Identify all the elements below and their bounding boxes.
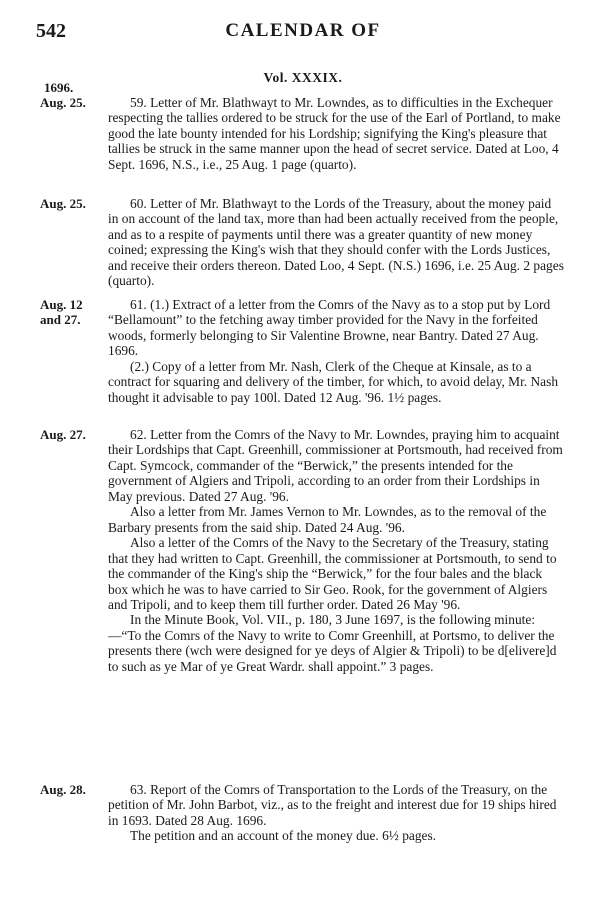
entry-date: Aug. 12 and 27. bbox=[40, 297, 83, 327]
entry-date: Aug. 28. bbox=[40, 782, 86, 797]
entry-date: Aug. 25. bbox=[40, 95, 86, 110]
entry-paragraph: 62. Letter from the Comrs of the Navy to Mr. Lowndes, praying him to acquaint their Lordships that Capt. Greenhill, commissioner at Portsmouth, had received from Capt. Symcock, commander of the “Berwick,” the presents intended for the government of Algiers and Tripoli, according to an order from their Lordships in May previous. Dated 27 Aug. '96. bbox=[108, 427, 563, 504]
year-label: 1696. bbox=[44, 80, 74, 95]
entry-text bbox=[108, 196, 564, 289]
entry-text bbox=[108, 95, 564, 172]
entry-paragraph: Also a letter of the Comrs of the Navy to the Secretary of the Treasury, stating that they had written to Capt. Greenhill, the commissioner at Portsmouth, to send to the commander of the King's ship the “Berwick,” for the four bales and the black box which he was to have carried to Sir Geo. Rook, for the government of Algiers and Tripoli, and to keep them till further order. Dated 26 May '96. bbox=[108, 535, 557, 612]
entry-date: Aug. 25. bbox=[40, 196, 86, 211]
entry-text bbox=[108, 782, 564, 844]
entry-paragraph: (2.) Copy of a letter from Mr. Nash, Clerk of the Cheque at Kinsale, as to a contract for squaring and delivery of the timber, for which, to avoid delay, Mr. Nash thought it advisable to pay 100l. Dated 12 Aug. '96. 1½ pages. bbox=[108, 358, 559, 405]
running-head bbox=[0, 20, 606, 44]
entry-paragraph: 61. (1.) Extract of a letter from the Comrs of the Navy as to a stop put by Lord “Bellamount” to the fetching away timber provided for the Navy in the forfeited woods, formerly belonging to Sir Valentine Browne, near Bantry. Dated 27 Aug. 1696. bbox=[108, 297, 551, 359]
entry-paragraph: The petition and an account of the money due. 6½ pages. bbox=[130, 828, 437, 844]
entry-paragraph: 59. Letter of Mr. Blathwayt to Mr. Lowndes, as to difficulties in the Exchequer respecting the tallies ordered to be struck for the use of the Earl of Portland, to make good the late bounty intended for his Lordship; signifying the King's pleasure that tallies be struck in the same manner upon the head of secret service. Dated at Loo, 4 Sept. 1696, N.S., i.e., 25 Aug. 1 page (quarto). bbox=[108, 95, 561, 172]
entry-text bbox=[108, 427, 564, 674]
entry-text bbox=[108, 297, 564, 405]
volume-heading: Vol. XXXIX. bbox=[263, 70, 343, 85]
running-title: CALENDAR OF bbox=[225, 20, 381, 41]
entry-date: Aug. 27. bbox=[40, 427, 86, 442]
entry-paragraph: 60. Letter of Mr. Blathwayt to the Lords of the Treasury, about the money paid in on account of the land tax, more than had been actually received from the people, and as to a respite of payments until there was a greater quantity of new money coined; expressing the King's wish that they should confer with the Lords Justices, and receive their orders thereon. Dated Loo, 4 Sept. (N.S.) 1696, i.e. 25 Aug. 2 pages (quarto). bbox=[108, 196, 564, 289]
entry-paragraph: Also a letter from Mr. James Vernon to Mr. Lowndes, as to the removal of the Barbary presents from the said ship. Dated 24 Aug. '96. bbox=[108, 504, 547, 535]
entry-paragraph: In the Minute Book, Vol. VII., p. 180, 3 June 1697, is the following minute:—“To the Comrs of the Navy to write to Comr Greenhill, at Portsmo, to deliver the presents there (wch were designed for ye deys of Algier & Tripoli) to be d[elivere]d to such as ye Mar of ye Great Wardr. shall appoint.” 3 pages. bbox=[108, 612, 557, 674]
entry-paragraph: 63. Report of the Comrs of Transportation to the Lords of the Treasury, on the petition of Mr. John Barbot, viz., as to the freight and interest due for 19 ships hired in 1693. Dated 28 Aug. 1696. bbox=[108, 782, 557, 828]
page-number: 542 bbox=[36, 20, 66, 42]
